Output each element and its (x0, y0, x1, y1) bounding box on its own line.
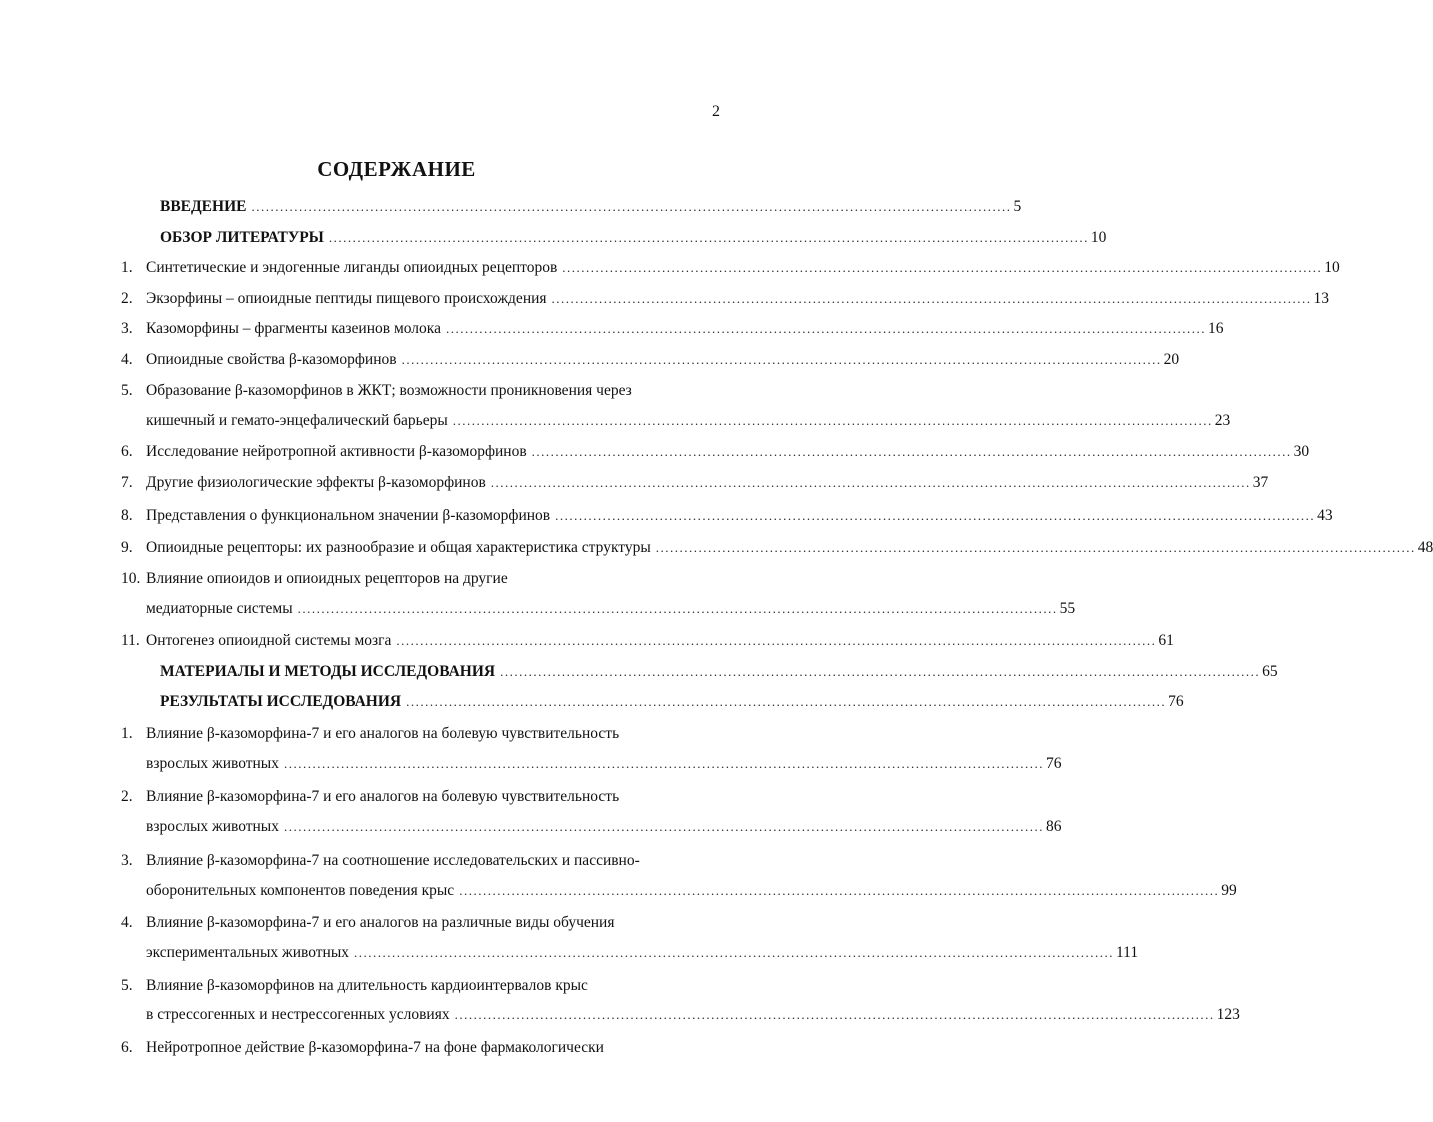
toc-entry-title: РЕЗУЛЬТАТЫ ИССЛЕДОВАНИЯ (160, 693, 402, 710)
toc-line (0, 1003, 1240, 1027)
toc-line (0, 256, 1340, 280)
toc-entry-title: Синтетические и эндогенные лиганды опиоидных рецепторов (146, 259, 558, 276)
toc-line (0, 597, 1076, 621)
toc-page-ref: 76 (1045, 755, 1062, 772)
toc-entry-title: Образование β-казоморфинов в ЖКТ; возможности проникновения через (146, 382, 632, 399)
toc-line (0, 536, 1433, 560)
toc-leader-dots: ................................................................................................................................................................ (401, 352, 1162, 367)
toc-line (0, 660, 1278, 684)
toc-page-ref: 23 (1214, 412, 1231, 429)
toc-entry-number: 1. (121, 259, 133, 276)
toc-entry-number: 7. (121, 474, 133, 491)
toc-leader-dots: ................................................................................................................................................................ (283, 819, 1044, 834)
toc-line (0, 879, 1237, 903)
toc-entry-number: 8. (121, 507, 133, 524)
toc-page-ref: 13 (1313, 290, 1330, 307)
toc-entry-title: Другие физиологические эффекты β-казоморфинов (146, 474, 486, 491)
toc-entry-number: 5. (121, 382, 133, 399)
toc-page-ref: 10 (1324, 259, 1340, 276)
toc-entry-continuation: взрослых животных (146, 755, 279, 772)
toc-entry-title: Онтогенез опиоидной системы мозга (146, 632, 392, 649)
toc-leader-dots: ................................................................................................................................................................ (354, 945, 1114, 960)
toc-entry-continuation: экспериментальных животных (146, 944, 349, 961)
toc-entry-number: 3. (121, 852, 133, 869)
toc-leader-dots: ................................................................................................................................................................ (655, 540, 1416, 555)
toc-entry-title: Исследование нейротропной активности β-казоморфинов (146, 443, 527, 460)
toc-entry-continuation: кишечный и гемато-энцефалический барьеры (146, 412, 448, 429)
toc-entry-number: 3. (121, 320, 133, 337)
toc-page-ref: 5 (1013, 198, 1022, 215)
toc-entry-title: Казоморфины – фрагменты казеинов молока (146, 320, 441, 337)
toc-leader-dots: ................................................................................................................................................................ (500, 664, 1261, 679)
toc-entry-title: Опиоидные рецепторы: их разнообразие и общая характеристика структуры (146, 539, 651, 556)
toc-page-ref: 76 (1168, 693, 1184, 710)
toc-line (0, 226, 1107, 250)
toc-entry-continuation: медиаторные системы (146, 600, 293, 617)
toc-page-ref: 48 (1417, 539, 1433, 556)
toc-leader-dots: ................................................................................................................................................................ (459, 883, 1220, 898)
toc-line (0, 348, 1180, 372)
toc-page-ref: 30 (1293, 443, 1310, 460)
toc-line (0, 379, 793, 403)
toc-line (0, 785, 793, 809)
toc-entry-number: 4. (121, 351, 133, 368)
toc-page-ref: 37 (1252, 474, 1269, 491)
toc-page-ref: 86 (1045, 818, 1062, 835)
toc-leader-dots: ................................................................................................................................................................ (297, 601, 1058, 616)
page-title: СОДЕРЖАНИЕ (317, 157, 476, 181)
toc-page-ref: 99 (1221, 882, 1237, 899)
toc-entry-number: 5. (121, 977, 133, 994)
toc-leader-dots: ................................................................................................................................................................ (562, 260, 1323, 275)
toc-line (0, 409, 1231, 433)
toc-entry-title: Влияние β-казоморфина-7 и его аналогов на различные виды обучения (146, 914, 615, 931)
toc-entry-title: Нейротропное действие β-казоморфина-7 на фоне фармакологически (146, 1039, 604, 1056)
toc-leader-dots: ................................................................................................................................................................ (328, 230, 1089, 245)
toc-leader-dots: ................................................................................................................................................................ (251, 199, 1012, 214)
toc-entry-number: 6. (121, 1039, 133, 1056)
toc-line (0, 815, 1062, 839)
toc-page-ref: 123 (1216, 1006, 1240, 1023)
toc-line (0, 690, 1184, 714)
toc-entry-title: Экзорфины – опиоидные пептиды пищевого происхождения (146, 290, 547, 307)
toc-page-ref: 111 (1116, 944, 1139, 961)
toc-entry-title: Влияние β-казоморфина-7 и его аналогов на болевую чувствительность (146, 725, 620, 742)
toc-line (0, 195, 1022, 219)
toc-leader-dots: ................................................................................................................................................................ (454, 1007, 1215, 1022)
toc-entry-number: 2. (121, 290, 133, 307)
toc-line (0, 974, 793, 998)
toc-page-ref: 16 (1207, 320, 1224, 337)
toc-entry-title: Опиоидные свойства β-казоморфинов (146, 351, 397, 368)
toc-entry-title: ВВЕДЕНИЕ (160, 198, 247, 215)
toc-entry-continuation: в стрессогенных и нестрессогенных условиях (146, 1006, 450, 1023)
toc-leader-dots: ................................................................................................................................................................ (283, 756, 1044, 771)
toc-leader-dots: ................................................................................................................................................................ (396, 633, 1157, 648)
toc-leader-dots: ................................................................................................................................................................ (531, 444, 1292, 459)
toc-entry-number: 10. (121, 570, 141, 587)
toc-line (0, 629, 1174, 653)
toc-entry-continuation: оборонительных компонентов поведения крыс (146, 882, 455, 899)
toc-entry-title: ОБЗОР ЛИТЕРАТУРЫ (160, 229, 324, 246)
toc-entry-title: Представления о функциональном значении β-казоморфинов (146, 507, 551, 524)
page-number: 2 (712, 103, 720, 120)
toc-leader-dots: ................................................................................................................................................................ (490, 475, 1251, 490)
toc-entry-number: 9. (121, 539, 133, 556)
toc-line (0, 471, 1269, 495)
toc-line (0, 317, 1224, 341)
toc-line (0, 752, 1062, 776)
toc-entry-number: 2. (121, 788, 133, 805)
toc-page-ref: 20 (1163, 351, 1180, 368)
toc-entry-continuation: взрослых животных (146, 818, 279, 835)
toc-entry-title: Влияние β-казоморфина-7 и его аналогов на болевую чувствительность (146, 788, 620, 805)
toc-line (0, 849, 793, 873)
toc-leader-dots: ................................................................................................................................................................ (555, 508, 1316, 523)
toc-line (0, 1036, 793, 1060)
toc-line (0, 440, 1310, 464)
toc-entry-title: Влияние β-казоморфинов на длительность кардиоинтервалов крыс (146, 977, 588, 994)
toc-entry-number: 11. (121, 632, 140, 649)
toc-entry-title: Влияние β-казоморфина-7 на соотношение исследовательских и пассивно- (146, 852, 640, 869)
toc-page-ref: 10 (1090, 229, 1107, 246)
toc-page-ref: 61 (1158, 632, 1174, 649)
toc-line (0, 504, 1333, 528)
toc-page-ref: 65 (1262, 663, 1278, 680)
toc-line (0, 567, 793, 591)
toc-leader-dots: ................................................................................................................................................................ (452, 413, 1213, 428)
toc-entry-number: 4. (121, 914, 133, 931)
toc-entry-title: Влияние опиоидов и опиоидных рецепторов на другие (146, 570, 508, 587)
toc-line (0, 941, 1139, 965)
toc-leader-dots: ................................................................................................................................................................ (406, 694, 1167, 709)
toc-line (0, 911, 793, 935)
toc-page-ref: 55 (1059, 600, 1076, 617)
toc-leader-dots: ................................................................................................................................................................ (445, 321, 1206, 336)
toc-entry-number: 6. (121, 443, 133, 460)
toc-line (0, 287, 1330, 311)
toc-entry-number: 1. (121, 725, 133, 742)
toc-entry-title: МАТЕРИАЛЫ И МЕТОДЫ ИССЛЕДОВАНИЯ (160, 663, 496, 680)
toc-line (0, 722, 793, 746)
toc-leader-dots: ................................................................................................................................................................ (551, 291, 1312, 306)
toc-page-ref: 43 (1317, 507, 1333, 524)
